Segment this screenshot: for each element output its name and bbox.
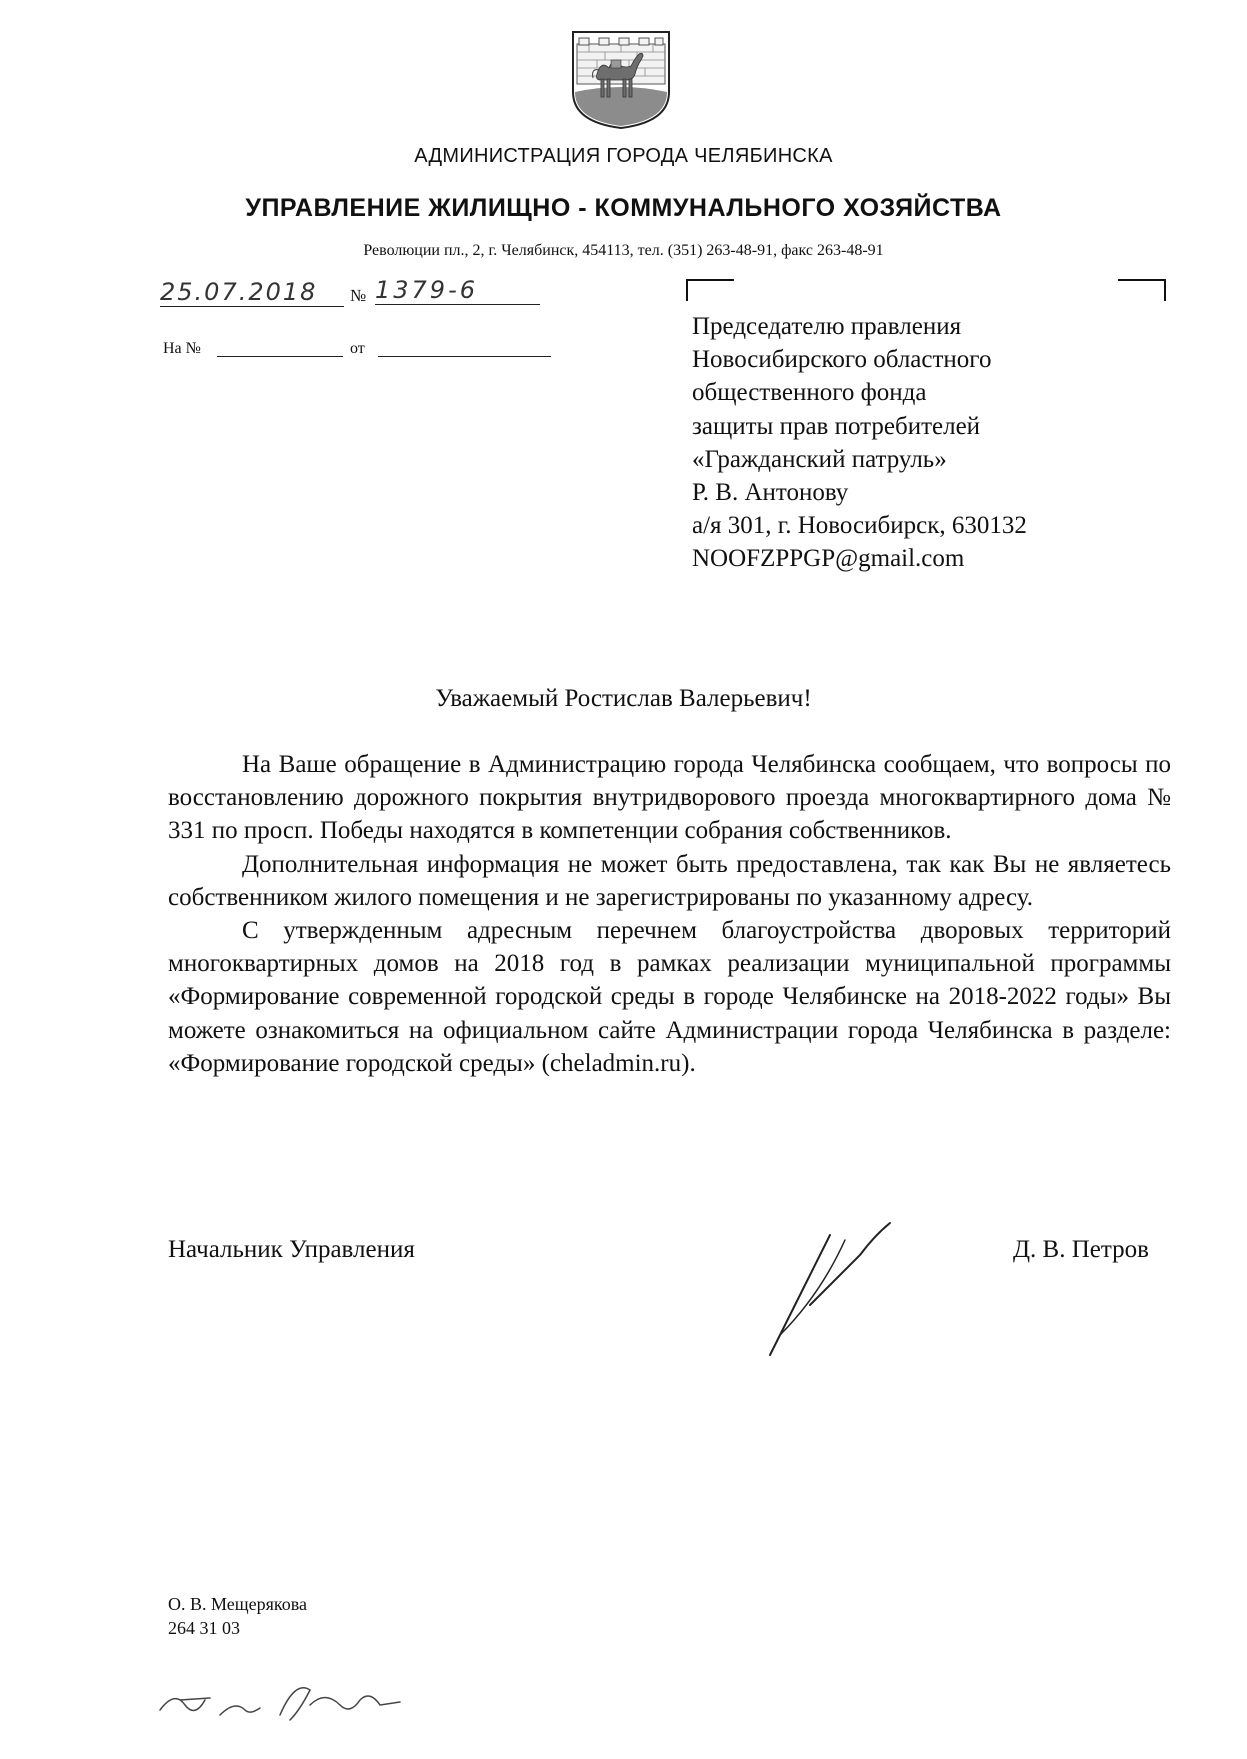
emblem-ground — [575, 87, 667, 126]
recipient-organization-line: общественного фонда — [692, 379, 927, 407]
reference-number-label: На № — [163, 340, 201, 357]
department-title: УПРАВЛЕНИЕ ЖИЛИЩНО - КОММУНАЛЬНОГО ХОЗЯЙСТВА — [245, 194, 1002, 222]
recipient-name: Р. В. Антонову — [692, 479, 849, 507]
signer-name: Д. В. Петров — [1013, 1236, 1149, 1263]
department-address: Революции пл., 2, г. Челябинск, 454113, тел. (351) 263-48-91, факс 263-48-91 — [363, 242, 884, 259]
approval-signatures — [150, 1660, 420, 1730]
administration-title: АДМИНИСТРАЦИЯ ГОРОДА ЧЕЛЯБИНСКА — [414, 145, 833, 167]
executor-phone: 264 31 03 — [168, 1618, 240, 1638]
letter-body — [168, 748, 1171, 1080]
body-paragraph: На Ваше обращение в Администрацию города Челябинска сообщаем, что вопросы по восстановлению дорожного покрытия внутридворового проезда многоквартирного дома № 331 по просп. Победы находятся в компетенции собрания собственников. — [168, 751, 1171, 845]
executor-name: О. В. Мещерякова — [168, 1594, 307, 1614]
recipient-organization-line: Новосибирского областного — [692, 346, 992, 374]
body-paragraph: С утвержденным адресным перечнем благоустройства дворовых территорий многоквартирных домов на 2018 год в рамках реализации муниципальной программы «Формирование современной городской среды в городе Челябинске на 2018-2022 годы» Вы можете ознакомиться на официальном сайте Администрации города Челябинска в разделе: «Формирование городской среды» (cheladmin.ru). — [168, 917, 1171, 1077]
registration-date: 25.07.2018 — [160, 278, 344, 307]
recipient-block — [692, 310, 1212, 576]
recipient-position: Председателю правления — [692, 313, 962, 340]
address-corner-left — [686, 279, 734, 301]
body-paragraph: Дополнительная информация не может быть предоставлена, так как Вы не являетесь собственником жилого помещения и не зарегистрированы по указанному адресу. — [168, 850, 1171, 911]
signer-position: Начальник Управления — [168, 1236, 415, 1263]
recipient-email: NOOFZPPGP@gmail.com — [692, 545, 965, 573]
reference-date-label: от — [350, 340, 365, 357]
executor-block — [168, 1592, 307, 1640]
city-coat-of-arms-icon — [555, 30, 687, 130]
registration-number: 1379-6 — [375, 276, 540, 305]
recipient-address: а/я 301, г. Новосибирск, 630132 — [692, 512, 1027, 540]
salutation: Уважаемый Ростислав Валерьевич! — [435, 685, 812, 712]
handwritten-signature — [750, 1215, 900, 1365]
reference-date-blank — [378, 356, 551, 357]
recipient-organization-name: «Гражданский патруль» — [692, 445, 947, 473]
camel-load — [611, 60, 621, 68]
address-corner-right — [1118, 279, 1166, 301]
registration-number-label: № — [350, 286, 367, 305]
reference-number-blank — [217, 356, 343, 357]
recipient-organization-line: защиты прав потребителей — [692, 412, 981, 440]
